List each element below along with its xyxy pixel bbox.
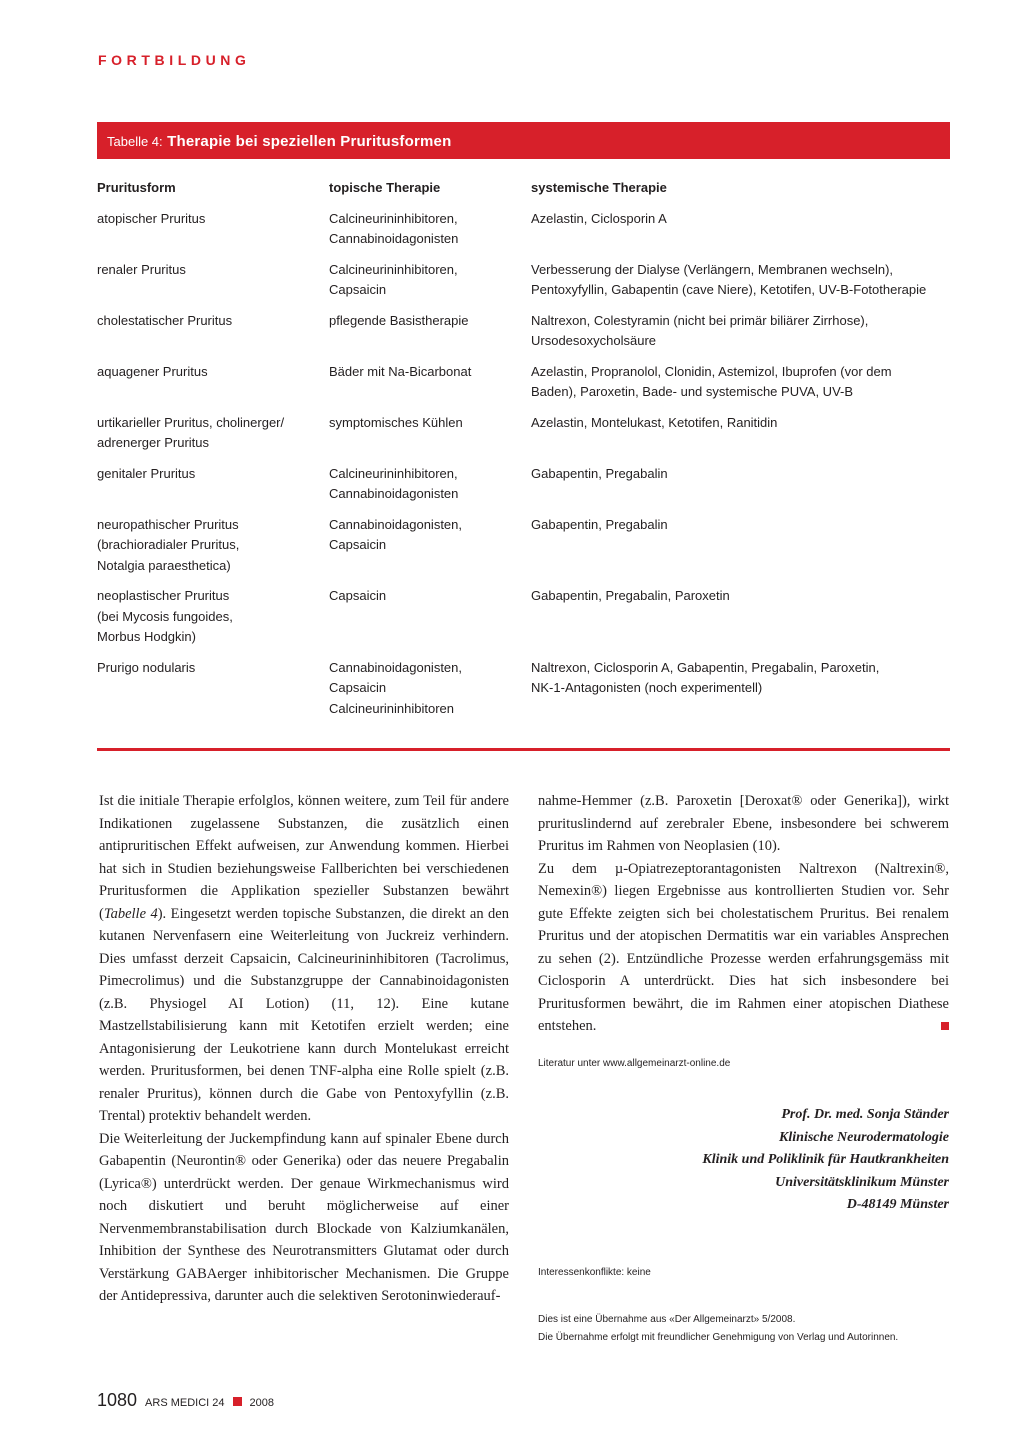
- table-cell-text: Gabapentin, Pregabalin: [531, 465, 668, 481]
- col-header-topisch: topische Therapie: [329, 180, 441, 195]
- table-cell-text: Gabapentin, Pregabalin, Paroxetin: [531, 588, 730, 603]
- cell-topisch: [329, 311, 531, 362]
- table-cell-text: Prurigo nodularis: [97, 659, 196, 675]
- cell-systemisch: [531, 586, 950, 658]
- table-header: [97, 122, 950, 159]
- table-cell-text: Cannabinoidagonisten, Capsaicin: [329, 516, 462, 552]
- table-cell-text: renaler Pruritus: [97, 261, 186, 277]
- cell-pruritusform: [97, 209, 329, 260]
- therapy-table: [97, 178, 950, 729]
- author-department: Klinische Neurodermatologie: [779, 1129, 949, 1145]
- cell-topisch: [329, 260, 531, 311]
- author-clinic: Klinik und Poliklinik für Hautkrankheiten: [702, 1152, 949, 1168]
- body-paragraph: Die Weiterleitung der Juckempfindung kann auf spinaler Ebene durch Gabapentin (Neurontin® oder Generika) oder das neuere Pregabalin (Lyrica®) unterdrückt werden. Der genaue Wirkmechanismus wird noch diskutiert und beruht möglicherweise auf einer Nervenmembranstabilisation durch Blockade von Kalziumkanälen, Inhibition der Synthese des Neurotransmitters Glutamat oder durch Verstärkung GABAerger inhibitorischer Mechanismen. Die Gruppe der Antidepressiva, darunter auch die selektiven Serotoninwiederauf-: [99, 1130, 509, 1304]
- table-row: [97, 515, 950, 587]
- cell-pruritusform: [97, 515, 329, 587]
- table-cell-text: cholestatischer Pruritus: [97, 312, 233, 328]
- cell-systemisch: [531, 209, 950, 260]
- table-cell-text: Capsaicin: [329, 588, 387, 603]
- cell-pruritusform: [97, 658, 329, 730]
- conflicts-note: Interessenkonflikte: keine: [538, 1267, 651, 1278]
- table-reference: Tabelle 4: [103, 905, 158, 922]
- table-cell-text: neoplastischer Pruritus (bei Mycosis fungoides, Morbus Hodgkin): [97, 588, 233, 644]
- cell-pruritusform: [97, 362, 329, 413]
- table-row: [97, 586, 950, 658]
- table-cell-text: urtikarieller Pruritus, cholinerger/ adrenerger Pruritus: [97, 414, 285, 450]
- table-cell-text: Calcineurininhibitoren, Capsaicin: [329, 261, 458, 297]
- table-bottom-rule: [97, 748, 950, 751]
- table-cell-text: symptomisches Kühlen: [329, 414, 463, 430]
- page-number: 1080: [97, 1390, 138, 1410]
- table-cell-text: Azelastin, Propranolol, Clonidin, Astemizol, Ibuprofen (vor dem Baden), Paroxetin, Bade- und systemische PUVA, UV-B: [531, 363, 892, 399]
- footer-square: [233, 1397, 242, 1406]
- table-row: [97, 209, 950, 260]
- cell-pruritusform: [97, 586, 329, 658]
- body-text: Zu dem µ-Opiatrezeptorantagonisten Naltrexon (Naltrexin®, Nemexin®) liegen Ergebnisse aus kontrollierten Studien vor. Sehr gute Effekte zeigten sich bei cholestatischem Pruritus. Bei renalem Pruritus und der atopischen Dermatitis war ein variables Ansprechen zu sehen (2). Entzündliche Prozesse werden erfahrungsgemäss mit Ciclosporin A unterdrückt. Dies hat sich insbesondere bei Pruritusformen bewährt, die im Rahmen einer atopischen Diathese entstehen.: [538, 860, 949, 1034]
- author-block: [538, 1104, 949, 1217]
- table-cell-text: Gabapentin, Pregabalin: [531, 516, 668, 532]
- body-column-right: [538, 790, 949, 1038]
- cell-systemisch: [531, 464, 950, 515]
- cell-systemisch: [531, 413, 950, 464]
- author-city: D-48149 Münster: [846, 1197, 949, 1213]
- cell-pruritusform: [97, 464, 329, 515]
- cell-systemisch: [531, 311, 950, 362]
- journal-year: 2008: [249, 1397, 274, 1409]
- table-cell-text: Verbesserung der Dialyse (Verlängern, Membranen wechseln), Pentoxyfyllin, Gabapentin (cave Niere), Ketotifen, UV-B-Fototherapie: [531, 261, 927, 297]
- cell-pruritusform: [97, 413, 329, 464]
- end-of-article-square: [941, 1022, 949, 1030]
- table-cell-text: Naltrexon, Colestyramin (nicht bei primär biliärer Zirrhose), Ursodesoxycholsäure: [531, 312, 869, 348]
- table-cell-text: atopischer Pruritus: [97, 210, 206, 226]
- page-footer: [97, 1390, 274, 1411]
- table-title: Therapie bei speziellen Pruritusformen: [167, 133, 452, 150]
- cell-topisch: [329, 209, 531, 260]
- table-row: [97, 260, 950, 311]
- author-hospital: Universitätsklinikum Münster: [775, 1174, 949, 1190]
- source-note-1: Dies ist eine Übernahme aus «Der Allgemeinarzt» 5/2008.: [538, 1314, 796, 1325]
- cell-topisch: [329, 464, 531, 515]
- body-column-left: [99, 790, 509, 1308]
- table-cell-text: Bäder mit Na-Bicarbonat: [329, 363, 472, 379]
- cell-topisch: [329, 362, 531, 413]
- table-cell-text: Calcineurininhibitoren, Cannabinoidagonisten: [329, 465, 459, 501]
- cell-systemisch: [531, 515, 950, 587]
- author-name: Prof. Dr. med. Sonja Ständer: [781, 1107, 949, 1122]
- table-cell-text: Azelastin, Ciclosporin A: [531, 210, 667, 226]
- cell-pruritusform: [97, 260, 329, 311]
- body-paragraph: [99, 790, 509, 1128]
- journal-name: ARS MEDICI 24: [145, 1397, 225, 1409]
- cell-pruritusform: [97, 311, 329, 362]
- table-cell-text: aquagener Pruritus: [97, 363, 208, 379]
- body-paragraph: [538, 858, 949, 1038]
- table-cell-text: genitaler Pruritus: [97, 465, 196, 481]
- table-row: [97, 413, 950, 464]
- table-cell-text: Naltrexon, Ciclosporin A, Gabapentin, Pregabalin, Paroxetin, NK-1-Antagonisten (noch experimentell): [531, 659, 880, 695]
- col-header-systemisch: systemische Therapie: [531, 180, 667, 195]
- table-cell-text: pflegende Basistherapie: [329, 312, 469, 328]
- body-text: ). Eingesetzt werden topische Substanzen, die direkt an den kutanen Nervenfasern eine Weiterleitung von Juckreiz verhindern. Dies umfasst derzeit Capsaicin, Calcineurininhibitoren (Tacrolimus, Pimecrolimus) und die Substanzgruppe der Cannabinoidagonisten (z.B. Physiogel AI Lotion) (11, 12). Eine kutane Mastzellstabilisierung kann mit Ketotifen erzielt werden; eine Antagonisierung der Leukotriene kann durch Montelukast erreicht werden. Pruritusformen, bei denen TNF-alpha eine Rolle spielt (z.B. renaler Pruritus), können durch die Gabe von Pentoxyfyllin (z.B. Trental) protektiv behandelt werden.: [99, 905, 509, 1124]
- cell-topisch: [329, 413, 531, 464]
- cell-topisch: [329, 586, 531, 658]
- table-row: [97, 362, 950, 413]
- cell-systemisch: [531, 362, 950, 413]
- table-row: [97, 464, 950, 515]
- table-row: [97, 658, 950, 730]
- col-header-pruritusform: Pruritusform: [97, 180, 176, 195]
- table-cell-text: neuropathischer Pruritus (brachioradialer Pruritus, Notalgia paraesthetica): [97, 516, 240, 573]
- cell-systemisch: [531, 260, 950, 311]
- source-note-2: Die Übernahme erfolgt mit freundlicher Genehmigung von Verlag und Autorinnen.: [538, 1332, 899, 1343]
- cell-topisch: [329, 658, 531, 730]
- table-cell-text: Azelastin, Montelukast, Ketotifen, Ranitidin: [531, 414, 778, 430]
- body-paragraph: nahme-Hemmer (z.B. Paroxetin [Deroxat® oder Generika]), wirkt prurituslindernd auf zerebraler Ebene, insbesondere bei schwerem Pruritus im Rahmen von Neoplasien (10).: [538, 793, 949, 854]
- section-label: FORTBILDUNG: [98, 52, 251, 68]
- cell-topisch: [329, 515, 531, 587]
- literature-note: Literatur unter www.allgemeinarzt-online.de: [538, 1058, 731, 1069]
- table-label: Tabelle 4:: [107, 134, 163, 149]
- table-cell-text: Cannabinoidagonisten, Capsaicin Calcineurininhibitoren: [329, 659, 462, 716]
- table-cell-text: Calcineurininhibitoren, Cannabinoidagonisten: [329, 210, 459, 246]
- body-text: Ist die initiale Therapie erfolglos, können weitere, zum Teil für andere Indikationen zugelassene Substanzen, die zusätzlich einen antipruritischen Effekt aufweisen, zur Anwendung kommen. Hierbei hat sich in Studien beziehungsweise Fallberichten bei verschiedenen Pruritusformen die Applikation spezieller Substanzen bewährt (: [99, 793, 509, 922]
- table-row: [97, 311, 950, 362]
- cell-systemisch: [531, 658, 950, 730]
